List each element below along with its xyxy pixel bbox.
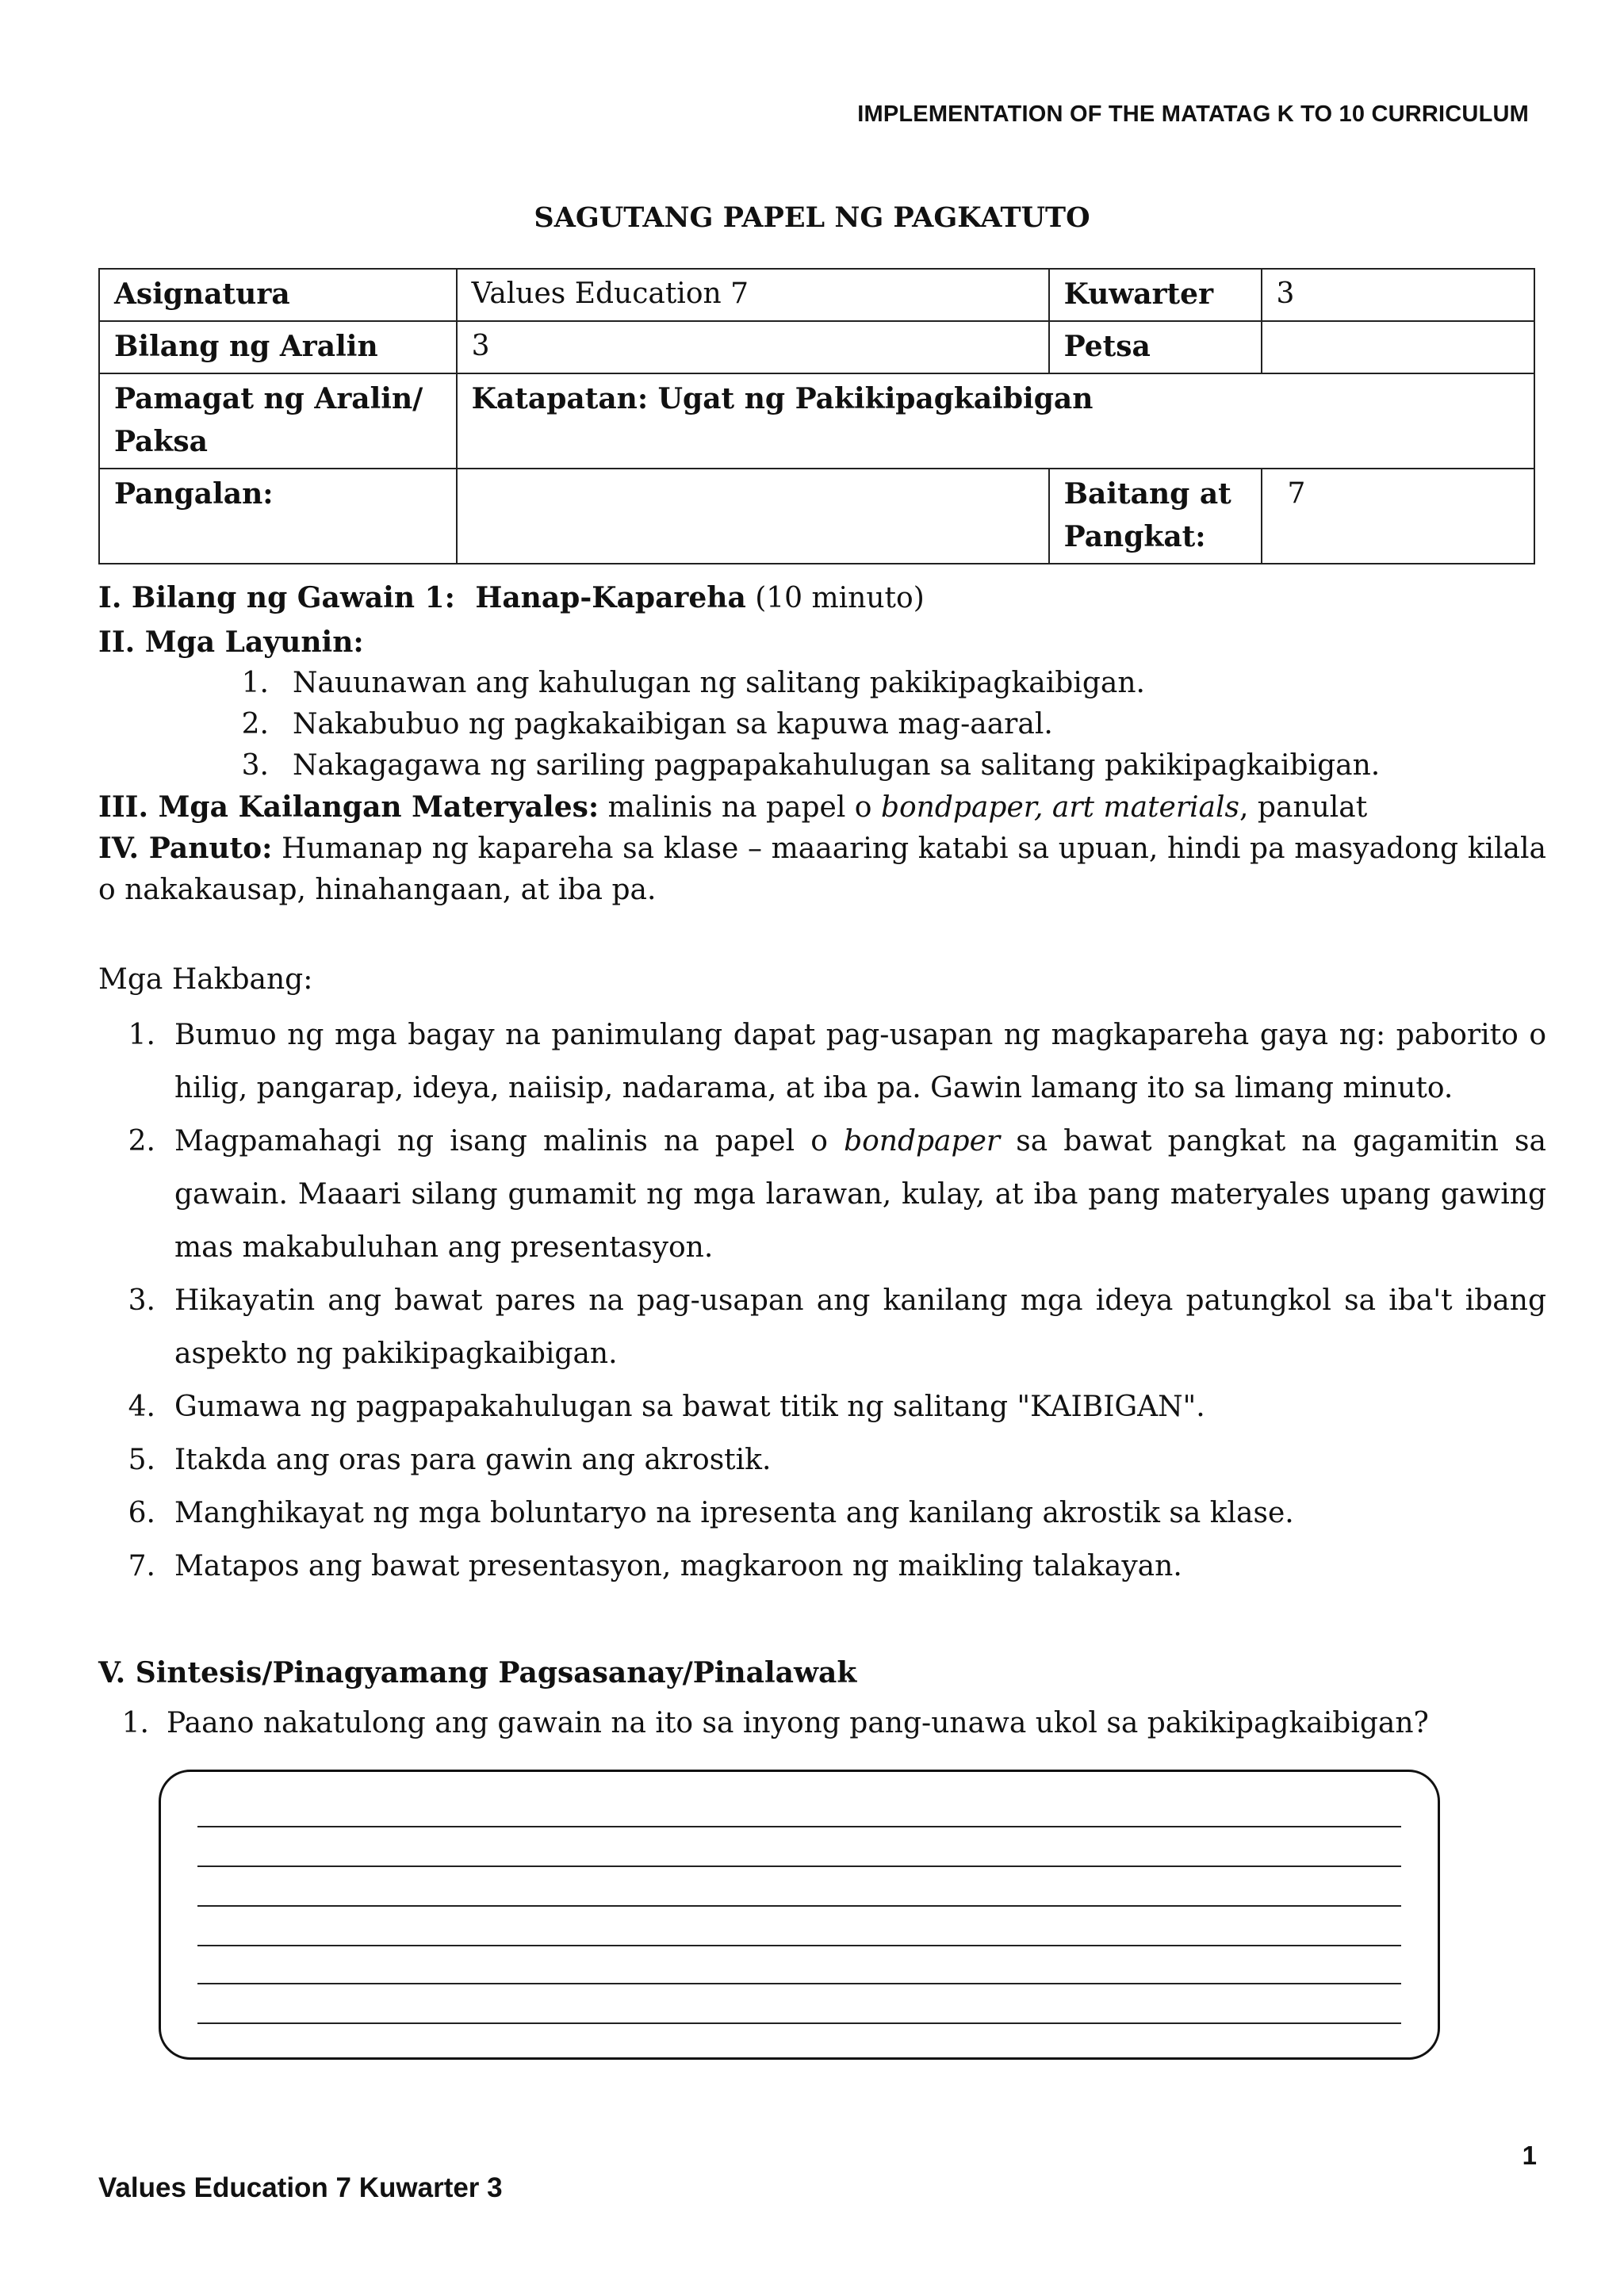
baitang-label-line-1: Baitang at	[1063, 477, 1231, 511]
answer-line[interactable]	[197, 2022, 1401, 2024]
objectives-list	[98, 663, 1380, 786]
asignatura-value: Values Education 7	[457, 269, 1049, 321]
materyales-text-end: , panulat	[1239, 791, 1368, 824]
curriculum-header: IMPLEMENTATION OF THE MATATAG K TO 10 CURRICULUM	[857, 101, 1529, 127]
materyales-line	[98, 786, 1545, 828]
step-text	[174, 1115, 1546, 1274]
list-item	[98, 663, 1380, 704]
pangalan-label: Pangalan:	[99, 469, 457, 564]
table-row	[99, 269, 1534, 321]
objective-text: Nakagagawa ng sariling pagpapakahulugan sa salitang pakikipagkaibigan.	[293, 749, 1381, 782]
page-number: 1	[1522, 2141, 1537, 2170]
baitang-value: 7	[1262, 469, 1535, 564]
petsa-value[interactable]	[1262, 321, 1535, 373]
step-text: Itakda ang oras para gawin ang akrostik.	[174, 1444, 772, 1476]
step-text: Gumawa ng pagpapakahulugan sa bawat titik ng salitang "KAIBIGAN".	[174, 1391, 1205, 1423]
panuto-heading: IV. Panuto:	[98, 832, 273, 865]
asignatura-label: Asignatura	[99, 269, 457, 321]
answer-line[interactable]	[197, 1983, 1401, 1984]
sintesis-question	[98, 1703, 1545, 1744]
objective-number: 3.	[241, 749, 269, 782]
materyales-heading: III. Mga Kailangan Materyales:	[98, 790, 599, 824]
answer-line[interactable]	[197, 1826, 1401, 1827]
materyales-text: malinis na papel o	[607, 791, 872, 824]
kuwarter-label: Kuwarter	[1049, 269, 1262, 321]
step-number: 6.	[128, 1497, 155, 1529]
kuwarter-value: 3	[1262, 269, 1535, 321]
step-text-part: sa bawat pangkat na gagamitin sa gawain. Maaari silang gumamit ng mga larawan, kulay, at iba pang materyales upang gawing mas makabuluhan ang presentasyon.	[174, 1125, 1546, 1264]
petsa-label: Petsa	[1049, 321, 1262, 373]
step-text: Matapos ang bawat presentasyon, magkaroon ng maikling talakayan.	[174, 1550, 1182, 1582]
pangalan-value[interactable]	[457, 469, 1049, 564]
table-row	[99, 469, 1534, 564]
list-item	[98, 1540, 1546, 1593]
footer-label: Values Education 7 Kuwarter 3	[98, 2172, 503, 2203]
question-text: Paano nakatulong ang gawain na ito sa inyong pang-unawa ukol sa pakikipagkaibigan?	[167, 1707, 1429, 1739]
pamagat-label	[99, 373, 457, 469]
layunin-heading: II. Mga Layunin:	[98, 626, 364, 659]
answer-line[interactable]	[197, 1866, 1401, 1867]
step-number: 1.	[128, 1019, 155, 1051]
pamagat-value: Katapatan: Ugat ng Pakikipagkaibigan	[457, 373, 1534, 469]
gawain-line	[98, 577, 1545, 619]
lesson-info-table	[98, 268, 1535, 564]
sintesis-heading: V. Sintesis/Pinagyamang Pagsasanay/Pinalawak	[98, 1656, 857, 1689]
hakbang-heading: Mga Hakbang:	[98, 963, 313, 996]
question-number: 1.	[121, 1707, 149, 1739]
step-text: Hikayatin ang bawat pares na pag-usapan ang kanilang mga ideya patungkol sa iba't ibang aspekto ng pakikipagkaibigan.	[174, 1284, 1546, 1370]
pamagat-label-line-1: Pamagat ng Aralin/	[114, 382, 423, 415]
step-number: 5.	[128, 1444, 155, 1476]
list-item	[98, 1433, 1546, 1487]
materyales-italic: bondpaper, art materials	[880, 791, 1240, 824]
panuto-paragraph	[98, 828, 1546, 911]
baitang-label	[1049, 469, 1262, 564]
step-text-italic: bondpaper	[844, 1125, 1001, 1158]
objective-number: 2.	[241, 708, 269, 740]
list-item	[98, 1008, 1546, 1115]
table-row	[99, 321, 1534, 373]
document-title: SAGUTANG PAPEL NG PAGKATUTO	[534, 201, 1090, 234]
list-item	[98, 1274, 1546, 1380]
step-number: 2.	[128, 1125, 155, 1158]
table-row	[99, 373, 1534, 469]
pamagat-label-line-2: Paksa	[114, 425, 208, 458]
gawain-duration: (10 minuto)	[755, 582, 925, 614]
list-item	[98, 1380, 1546, 1433]
list-item	[98, 745, 1380, 786]
panuto-text: Humanap ng kapareha sa klase – maaaring katabi sa upuan, hindi pa masyadong kilala o nakakausap, hinahangaan, at iba pa.	[98, 832, 1546, 906]
gawain-label: I. Bilang ng Gawain 1:	[98, 581, 455, 614]
steps-list	[98, 1008, 1546, 1593]
list-item	[98, 1115, 1546, 1274]
step-number: 3.	[128, 1284, 155, 1317]
answer-box[interactable]	[159, 1770, 1440, 2060]
step-number: 7.	[128, 1550, 155, 1582]
answer-line[interactable]	[197, 1945, 1401, 1946]
baitang-label-line-2: Pangkat:	[1063, 520, 1206, 553]
objective-number: 1.	[241, 667, 269, 699]
bilang-value: 3	[457, 321, 1049, 373]
objective-text: Nakabubuo ng pagkakaibigan sa kapuwa mag-aaral.	[293, 708, 1053, 740]
gawain-name: Hanap-Kapareha	[475, 581, 746, 614]
list-item	[98, 704, 1380, 745]
bilang-label: Bilang ng Aralin	[99, 321, 457, 373]
step-text: Bumuo ng mga bagay na panimulang dapat pag-usapan ng magkapareha gaya ng: paborito o hilig, pangarap, ideya, naiisip, nadarama, at iba pa. Gawin lamang ito sa limang minuto.	[174, 1019, 1546, 1104]
step-text: Manghikayat ng mga boluntaryo na ipresenta ang kanilang akrostik sa klase.	[174, 1497, 1294, 1529]
answer-line[interactable]	[197, 1905, 1401, 1907]
step-text-part: Magpamahagi ng isang malinis na papel o	[174, 1125, 828, 1158]
list-item	[98, 1487, 1546, 1540]
objective-text: Nauunawan ang kahulugan ng salitang pakikipagkaibigan.	[293, 667, 1145, 699]
step-number: 4.	[128, 1391, 155, 1423]
